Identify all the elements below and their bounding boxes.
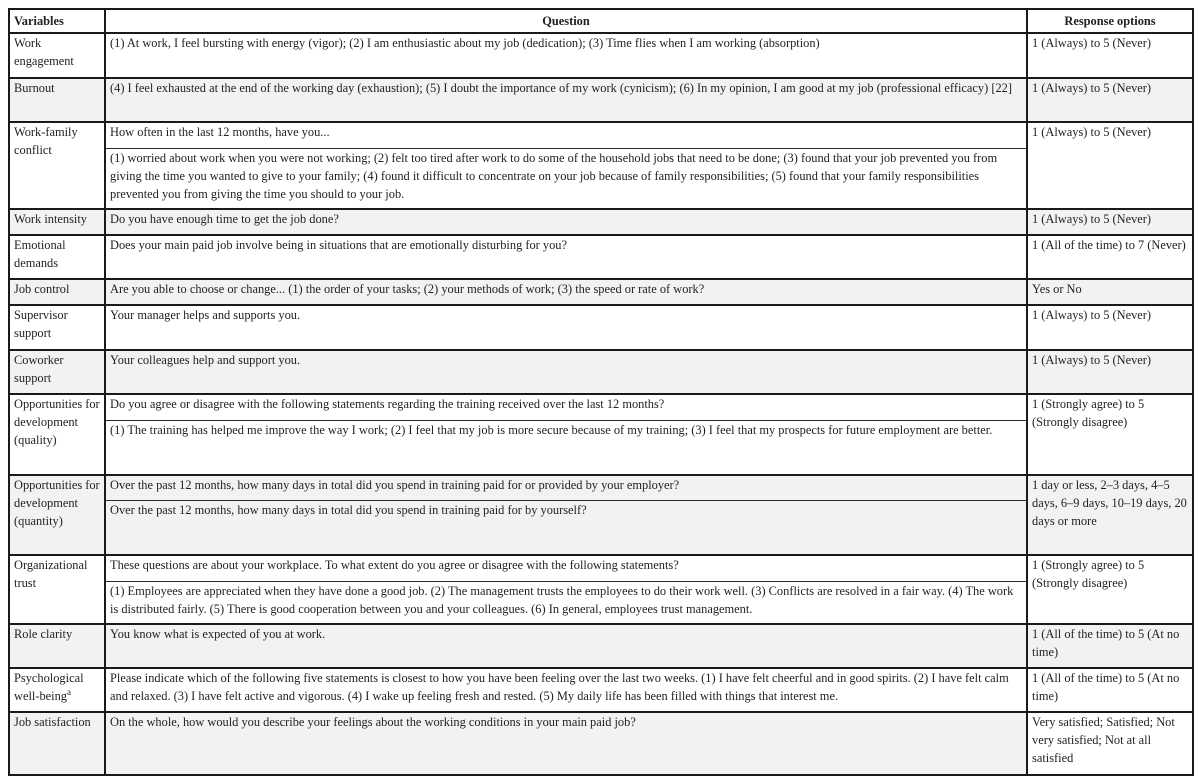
response-cell: 1 (All of the time) to 5 (At no time) <box>1027 624 1193 668</box>
table-row <box>9 148 1193 208</box>
response-cell: 1 (Strongly agree) to 5 (Strongly disagree) <box>1027 394 1193 475</box>
response-cell: 1 day or less, 2–3 days, 4–5 days, 6–9 days, 10–19 days, 20 days or more <box>1027 475 1193 556</box>
response-cell: 1 (All of the time) to 5 (At no time) <box>1027 668 1193 712</box>
response-cell: 1 (Always) to 5 (Never) <box>1027 350 1193 394</box>
question-cell: (1) The training has helped me improve the way I work; (2) I feel that my job is more secure because of my training; (3) I feel that my prospects for future employment are better. <box>105 420 1027 474</box>
table-row <box>9 712 1193 775</box>
response-cell: 1 (All of the time) to 7 (Never) <box>1027 235 1193 279</box>
question-cell: Your manager helps and supports you. <box>105 305 1027 349</box>
table-row <box>9 122 1193 148</box>
question-cell: Are you able to choose or change... (1) the order of your tasks; (2) your methods of work; (3) the speed or rate of work? <box>105 279 1027 305</box>
table-row <box>9 555 1193 581</box>
question-cell: You know what is expected of you at work. <box>105 624 1027 668</box>
variable-label: Psychological well-being <box>14 671 84 704</box>
question-cell: Your colleagues help and support you. <box>105 350 1027 394</box>
variable-cell: Work engagement <box>9 33 105 77</box>
table-row <box>9 33 1193 77</box>
variable-cell: Emotional demands <box>9 235 105 279</box>
table-row <box>9 475 1193 501</box>
question-cell: On the whole, how would you describe your feelings about the working conditions in your main paid job? <box>105 712 1027 775</box>
variable-cell: Burnout <box>9 78 105 122</box>
question-cell: Do you have enough time to get the job done? <box>105 209 1027 235</box>
question-intro-cell: These questions are about your workplace. To what extent do you agree or disagree with the following statements? <box>105 555 1027 581</box>
response-cell: Yes or No <box>1027 279 1193 305</box>
variable-cell: Opportunities for development (quality) <box>9 394 105 475</box>
table-row <box>9 581 1193 623</box>
variable-cell: Job satisfaction <box>9 712 105 775</box>
variable-cell: Opportunities for development (quantity) <box>9 475 105 556</box>
question-cell: (1) worried about work when you were not working; (2) felt too tired after work to do some of the household jobs that need to be done; (3) found that your job prevented you from giving the time you wanted to give to your family; (4) found it difficult to concentrate on your job because of family responsibilities; (5) found that your family responsibilities prevented you from giving the time you should to your job. <box>105 148 1027 208</box>
question-cell: (1) At work, I feel bursting with energy (vigor); (2) I am enthusiastic about my job (dedication); (3) Time flies when I am working (absorption) <box>105 33 1027 77</box>
table-row <box>9 209 1193 235</box>
response-cell: 1 (Strongly agree) to 5 (Strongly disagree) <box>1027 555 1193 624</box>
response-cell: 1 (Always) to 5 (Never) <box>1027 209 1193 235</box>
variables-table <box>8 8 1194 776</box>
variable-cell: Organizational trust <box>9 555 105 624</box>
response-cell: 1 (Always) to 5 (Never) <box>1027 33 1193 77</box>
table-row <box>9 350 1193 394</box>
question-cell: (1) Employees are appreciated when they have done a good job. (2) The management trusts the employees to do their work well. (3) Conflicts are resolved in a fair way. (4) The work is distributed fairly. (5) There is good cooperation between you and your colleagues. (6) In general, employees trust management. <box>105 581 1027 623</box>
response-cell: 1 (Always) to 5 (Never) <box>1027 305 1193 349</box>
header-response-options: Response options <box>1027 9 1193 33</box>
table-row <box>9 501 1193 555</box>
variable-cell: Supervisor support <box>9 305 105 349</box>
header-row <box>9 9 1193 33</box>
table-row <box>9 394 1193 420</box>
response-cell: Very satisfied; Satisfied; Not very satisfied; Not at all satisfied <box>1027 712 1193 775</box>
question-cell: Over the past 12 months, how many days in total did you spend in training paid for by yourself? <box>105 501 1027 555</box>
variable-cell: Role clarity <box>9 624 105 668</box>
table-row <box>9 78 1193 122</box>
response-cell: 1 (Always) to 5 (Never) <box>1027 78 1193 122</box>
variable-cell: Job control <box>9 279 105 305</box>
question-cell: Over the past 12 months, how many days in total did you spend in training paid for or provided by your employer? <box>105 475 1027 501</box>
variable-cell: Work-family conflict <box>9 122 105 209</box>
table-row <box>9 235 1193 279</box>
question-intro-cell: How often in the last 12 months, have you... <box>105 122 1027 148</box>
header-question: Question <box>105 9 1027 33</box>
question-cell: (4) I feel exhausted at the end of the working day (exhaustion); (5) I doubt the importance of my work (cynicism); (6) In my opinion, I am good at my job (professional efficacy) [22] <box>105 78 1027 122</box>
header-variables: Variables <box>9 9 105 33</box>
question-intro-cell: Do you agree or disagree with the following statements regarding the training received over the last 12 months? <box>105 394 1027 420</box>
table-row <box>9 305 1193 349</box>
table-row <box>9 668 1193 712</box>
variable-cell <box>9 668 105 712</box>
response-cell: 1 (Always) to 5 (Never) <box>1027 122 1193 209</box>
variable-cell: Coworker support <box>9 350 105 394</box>
variable-cell: Work intensity <box>9 209 105 235</box>
question-cell: Please indicate which of the following five statements is closest to how you have been feeling over the last two weeks. (1) I have felt cheerful and in good spirits. (2) I have felt calm and relaxed. (3) I have felt active and vigorous. (4) I wake up feeling fresh and rested. (5) My daily life has been filled with things that interest me. <box>105 668 1027 712</box>
footnote-marker: a <box>67 686 71 697</box>
table-row <box>9 624 1193 668</box>
question-cell: Does your main paid job involve being in situations that are emotionally disturbing for you? <box>105 235 1027 279</box>
table-row <box>9 420 1193 474</box>
table-row <box>9 279 1193 305</box>
